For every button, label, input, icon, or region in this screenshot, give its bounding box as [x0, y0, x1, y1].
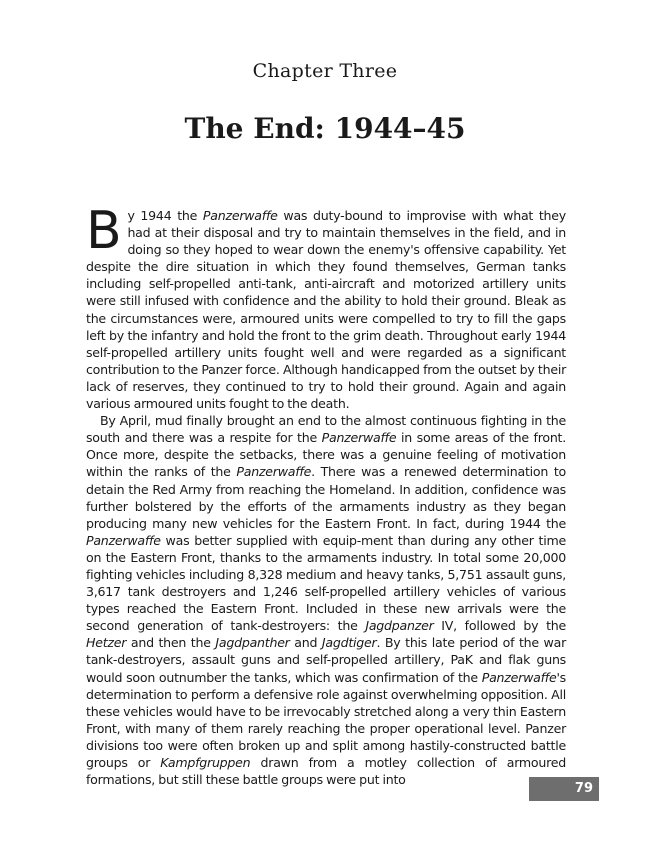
- italic-term: Panzerwaffe: [236, 464, 312, 480]
- text-run: and then the: [126, 635, 216, 651]
- italic-term: Panzerwaffe: [321, 430, 397, 446]
- text-run: in some areas of the front. Once more, despite the setbacks, there was a genuine feeling of motivation within the ranks of the: [86, 430, 566, 480]
- italic-term: Panzerwaffe: [202, 208, 278, 223]
- drop-cap: B: [86, 201, 122, 261]
- text-run: . By this late period of the war tank-destroyers, assault guns and self-propelled artillery, PaK and flak guns would soon outnumber the tanks, which was confirmation of the: [86, 635, 567, 685]
- italic-term: Panzerwaffe: [86, 532, 161, 548]
- paragraph-2: [86, 412, 566, 788]
- text-run: was better supplied with equip-ment than during any other time on the Eastern Front, thanks to the armaments industry. In total some 20,000 fighting vehicles including 8,328 medium and heavy tanks, 5,751 assault guns, 3,617 tank destroyers and 1,246 self-propelled artillery vehicles of various types reached the Eastern Front. Included in these new arrivals were the second generation of tank-destroyers: the: [86, 532, 566, 634]
- chapter-label: Chapter Three: [252, 60, 398, 82]
- text-run: IV, followed by the: [433, 618, 566, 634]
- paragraph-1: [86, 201, 566, 412]
- italic-term: Jagdpanther: [215, 635, 290, 651]
- text-run: By April, mud finally brought an end to the almost continuous fighting in the south and there was a respite for the: [86, 413, 566, 446]
- text-run: y 1944 the: [127, 208, 203, 223]
- text-run: was duty-bound to improvise with what they had at their disposal and try to maintain themselves in the field, and in doing so they hoped to wear down the enemy's offensive capability. Yet despite the dire situation in which they found themselves, German tanks including self-propelled anti-tank, anti-aircraft and motorized artillery units were still infused with confidence and the ability to hold their ground. Bleak as the circumstances were, armoured units were compelled to try to fill the gaps left by the infantry and hold the front to the grim death. Throughout early 1944 self-propelled artillery units fought well and were regarded as a significant contribution to the Panzer force. Although handicapped from the outset by their lack of reserves, they continued to try to hold their ground. Again and again various armoured units fought to the death.: [86, 208, 566, 412]
- text-run: 's determination to perform a defensive role against overwhelming opposition. All these vehicles would have to be irrevocably stretched along a very thin Eastern Front, with many of them rarely reaching the proper operational level. Panzer divisions too were often broken up and split among hastily-constructed battle groups or: [86, 669, 566, 770]
- italic-term: Hetzer: [86, 635, 127, 651]
- text-run: . There was a renewed determination to detain the Red Army from reaching the Homeland. In addition, confidence was further bolstered by the efforts of the armaments industry as they began producing many new vehicles for the Eastern Front. In fact, during 1944 the: [86, 464, 566, 531]
- italic-term: Kampfgruppen: [160, 755, 251, 770]
- body-text: [86, 201, 567, 788]
- page-number: 79: [529, 777, 599, 801]
- italic-term: Panzerwaffe: [481, 669, 557, 685]
- text-run: drawn from a motley collection of armoured formations, but still these battle groups were put into: [86, 755, 566, 788]
- text-run: and: [289, 635, 322, 651]
- italic-term: Jagdpanzer: [365, 618, 434, 634]
- chapter-title: The End: 1944–45: [184, 112, 466, 145]
- italic-term: Jagdtiger: [321, 635, 377, 651]
